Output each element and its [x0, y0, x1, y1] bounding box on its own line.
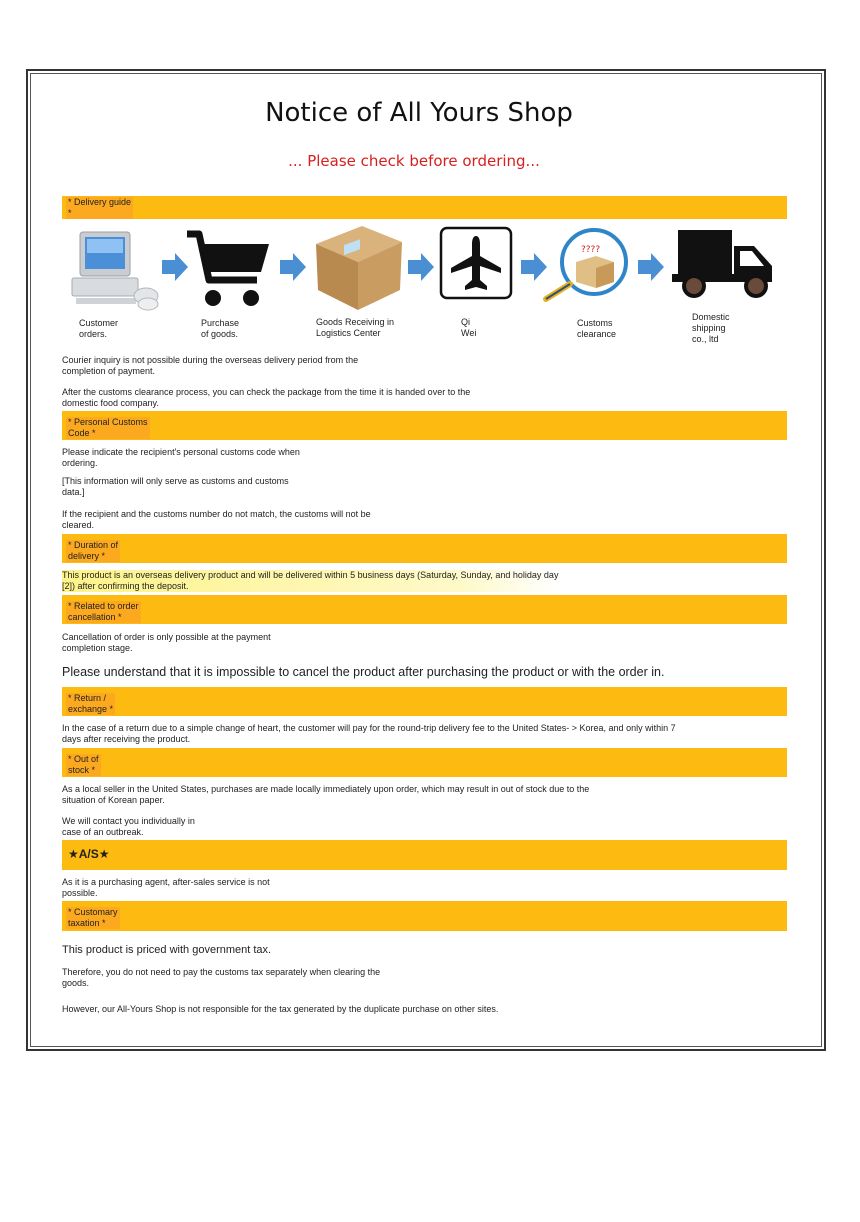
as-header [62, 840, 787, 870]
customs-code-label: * Personal Customs Code * [68, 417, 148, 438]
taxation-text-2: Therefore, you do not need to pay the customs tax separately when clearing the goods. [62, 967, 381, 988]
customs-code-text-3: If the recipient and the customs number do not match, the customs will not be cleared. [62, 509, 371, 530]
airplane-icon [439, 226, 513, 300]
page-title: Notice of All Yours Shop [265, 98, 573, 128]
step-label-customs: Customs clearance [577, 318, 617, 339]
delivery-guide-label: * Delivery guide * [68, 197, 132, 218]
return-label: * Return / exchange * [68, 693, 114, 714]
duration-text-1: This product is an overseas delivery product and will be delivered within 5 business days (Saturday, Sunday, and holiday day [2]) after confirming the deposit. [62, 570, 559, 591]
step-label-flight: Qi Wei [461, 317, 477, 338]
computer-icon [70, 230, 162, 316]
step-label-domestic-shipping: Domestic shipping co., ltd [692, 312, 730, 344]
cancellation-label: * Related to order cancellation * [68, 601, 139, 622]
taxation-text-1: This product is priced with government tax. [62, 944, 272, 956]
as-label: ★A/S★ [68, 847, 110, 861]
flow-arrow-icon [280, 253, 306, 281]
page-subtitle: ... Please check before ordering... [288, 152, 540, 170]
taxation-label: * Customary taxation * [68, 907, 118, 928]
return-header [62, 687, 787, 716]
stock-label: * Out of stock * [68, 754, 99, 775]
cancellation-text-1: Cancellation of order is only possible at the payment completion stage. [62, 632, 271, 653]
taxation-header [62, 901, 787, 931]
flow-arrow-icon [408, 253, 434, 281]
cancellation-header [62, 595, 787, 624]
delivery-note-2: After the customs clearance process, you can check the package from the time it is handed over to the domestic food company. [62, 387, 471, 408]
stock-text-1: As a local seller in the United States, purchases are made locally immediately upon order, which may result in out of stock due to the situation of Korean paper. [62, 784, 590, 805]
step-label-logistics-center: Goods Receiving in Logistics Center [316, 317, 395, 338]
duration-header [62, 534, 787, 563]
stock-text-2: We will contact you individually in case of an outbreak. [62, 816, 195, 837]
as-text-1: As it is a purchasing agent, after-sales service is not possible. [62, 877, 270, 898]
step-label-customer-orders: Customer orders. [79, 318, 119, 339]
magnifier-question-text: ???? [581, 245, 601, 255]
customs-code-text-1: Please indicate the recipient's personal customs code when ordering. [62, 447, 300, 468]
taxation-text-3: However, our All-Yours Shop is not responsible for the tax generated by the duplicate purchase on other sites. [62, 1004, 499, 1014]
return-text-1: In the case of a return due to a simple change of heart, the customer will pay for the round-trip delivery fee to the United States- > Korea, and only within 7 days after receiving the product. [62, 723, 676, 744]
cancellation-text-2: Please understand that it is impossible to cancel the product after purchasing the product or with the order in. [62, 665, 665, 679]
flow-arrow-icon [638, 253, 664, 281]
magnifier-icon [540, 226, 632, 304]
package-box-icon [314, 224, 404, 312]
shopping-cart-icon [185, 230, 271, 310]
delivery-guide-header [62, 196, 787, 219]
truck-icon [672, 226, 776, 300]
customs-code-header [62, 411, 787, 440]
duration-label: * Duration of delivery * [68, 540, 119, 561]
stock-header [62, 748, 787, 777]
delivery-note-1: Courier inquiry is not possible during the overseas delivery period from the completion of payment. [62, 355, 359, 376]
customs-code-text-2: [This information will only serve as customs and customs data.] [62, 476, 289, 497]
step-label-purchase: Purchase of goods. [201, 318, 240, 339]
